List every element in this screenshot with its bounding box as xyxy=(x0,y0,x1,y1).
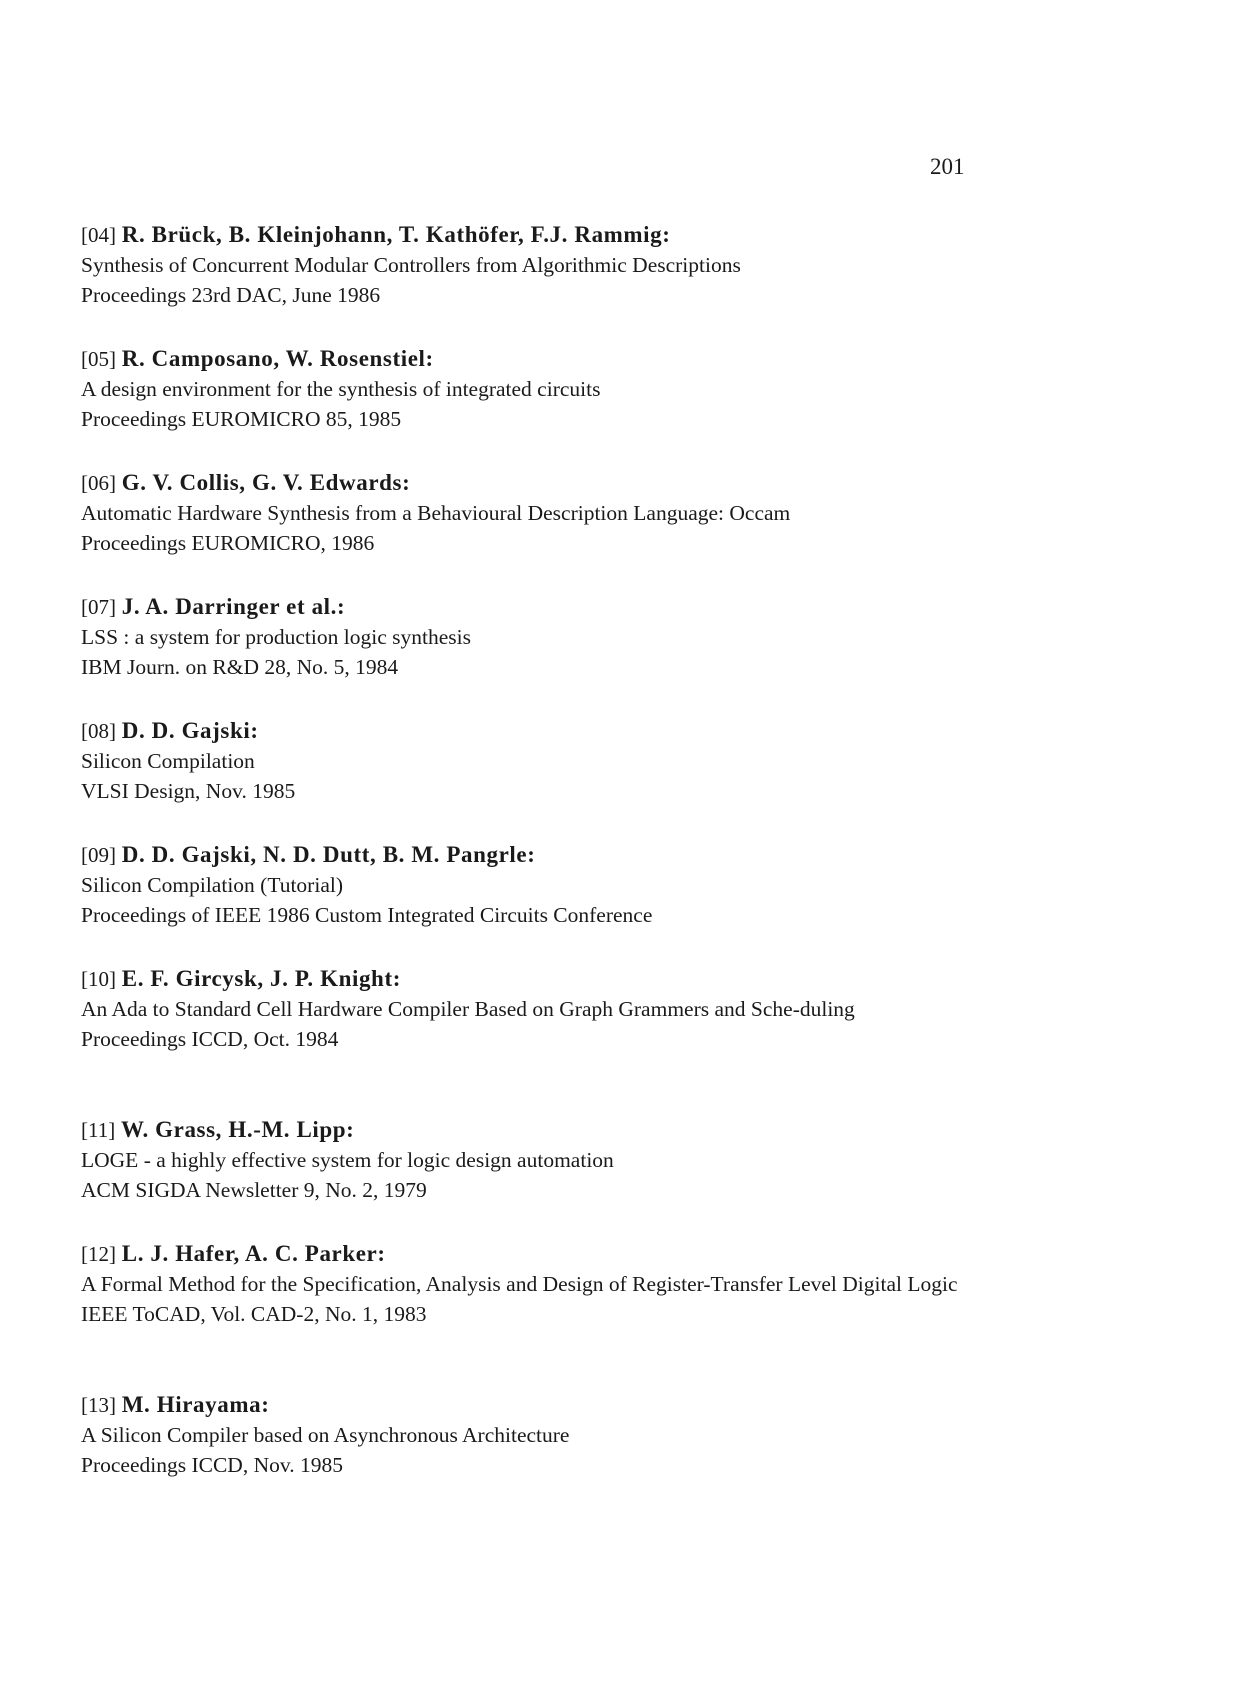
reference-authors: R. Camposano, W. Rosenstiel: xyxy=(121,346,434,371)
reference-source: VLSI Design, Nov. 1985 xyxy=(81,779,296,803)
reference-authors: L. J. Hafer, A. C. Parker: xyxy=(121,1241,386,1266)
reference-title: LOGE - a highly effective system for logic design automation xyxy=(81,1148,614,1172)
reference-id: [10] xyxy=(81,967,116,991)
reference-authors: D. D. Gajski, N. D. Dutt, B. M. Pangrle: xyxy=(121,842,536,867)
reference-heading xyxy=(81,220,981,250)
reference-04 xyxy=(81,220,981,344)
reference-id: [12] xyxy=(81,1242,116,1266)
reference-title: A Formal Method for the Specification, Analysis and Design of Register-Transfer Level Digital Logic xyxy=(81,1272,958,1296)
reference-source: Proceedings ICCD, Nov. 1985 xyxy=(81,1453,343,1477)
reference-source: ACM SIGDA Newsletter 9, No. 2, 1979 xyxy=(81,1178,427,1202)
reference-09 xyxy=(81,840,981,964)
reference-id: [09] xyxy=(81,843,116,867)
reference-authors: E. F. Gircysk, J. P. Knight: xyxy=(121,966,401,991)
reference-id: [08] xyxy=(81,719,116,743)
reference-source: IBM Journ. on R&D 28, No. 5, 1984 xyxy=(81,655,399,679)
reference-id: [13] xyxy=(81,1393,116,1417)
reference-12 xyxy=(81,1239,981,1390)
reference-heading xyxy=(81,964,981,994)
reference-authors: J. A. Darringer et al.: xyxy=(121,594,346,619)
reference-10 xyxy=(81,964,981,1115)
reference-heading xyxy=(81,1115,981,1145)
reference-authors: D. D. Gajski: xyxy=(121,718,259,743)
reference-07 xyxy=(81,592,981,716)
reference-title: Automatic Hardware Synthesis from a Behavioural Description Language: Occam xyxy=(81,501,791,525)
reference-heading xyxy=(81,1239,981,1269)
reference-title: A design environment for the synthesis of integrated circuits xyxy=(81,377,601,401)
page-number: 201 xyxy=(930,154,965,179)
reference-title: Synthesis of Concurrent Modular Controllers from Algorithmic Descriptions xyxy=(81,253,741,277)
reference-title: Silicon Compilation xyxy=(81,749,255,773)
reference-heading xyxy=(81,468,981,498)
reference-id: [06] xyxy=(81,471,116,495)
reference-title: A Silicon Compiler based on Asynchronous Architecture xyxy=(81,1423,570,1447)
reference-05 xyxy=(81,344,981,468)
reference-11 xyxy=(81,1115,981,1239)
reference-title: LSS : a system for production logic synthesis xyxy=(81,625,471,649)
reference-id: [07] xyxy=(81,595,116,619)
reference-id: [11] xyxy=(81,1118,116,1142)
reference-authors: M. Hirayama: xyxy=(121,1392,270,1417)
reference-title: An Ada to Standard Cell Hardware Compiler Based on Graph Grammers and Sche-duling xyxy=(81,997,855,1021)
reference-heading xyxy=(81,344,981,374)
reference-heading xyxy=(81,716,981,746)
reference-id: [05] xyxy=(81,347,116,371)
reference-heading xyxy=(81,1390,981,1420)
reference-08 xyxy=(81,716,981,840)
reference-source: Proceedings EUROMICRO 85, 1985 xyxy=(81,407,402,431)
reference-authors: W. Grass, H.-M. Lipp: xyxy=(120,1117,355,1142)
reference-id: [04] xyxy=(81,223,116,247)
reference-authors: G. V. Collis, G. V. Edwards: xyxy=(121,470,411,495)
reference-list xyxy=(81,220,981,1514)
reference-heading xyxy=(81,592,981,622)
reference-06 xyxy=(81,468,981,592)
reference-title: Silicon Compilation (Tutorial) xyxy=(81,873,343,897)
reference-source: Proceedings of IEEE 1986 Custom Integrated Circuits Conference xyxy=(81,903,653,927)
reference-source: Proceedings EUROMICRO, 1986 xyxy=(81,531,375,555)
reference-13 xyxy=(81,1390,981,1514)
reference-source: IEEE ToCAD, Vol. CAD-2, No. 1, 1983 xyxy=(81,1302,427,1326)
reference-source: Proceedings ICCD, Oct. 1984 xyxy=(81,1027,339,1051)
reference-source: Proceedings 23rd DAC, June 1986 xyxy=(81,283,381,307)
reference-heading xyxy=(81,840,981,870)
reference-authors: R. Brück, B. Kleinjohann, T. Kathöfer, F.J. Rammig: xyxy=(121,222,671,247)
